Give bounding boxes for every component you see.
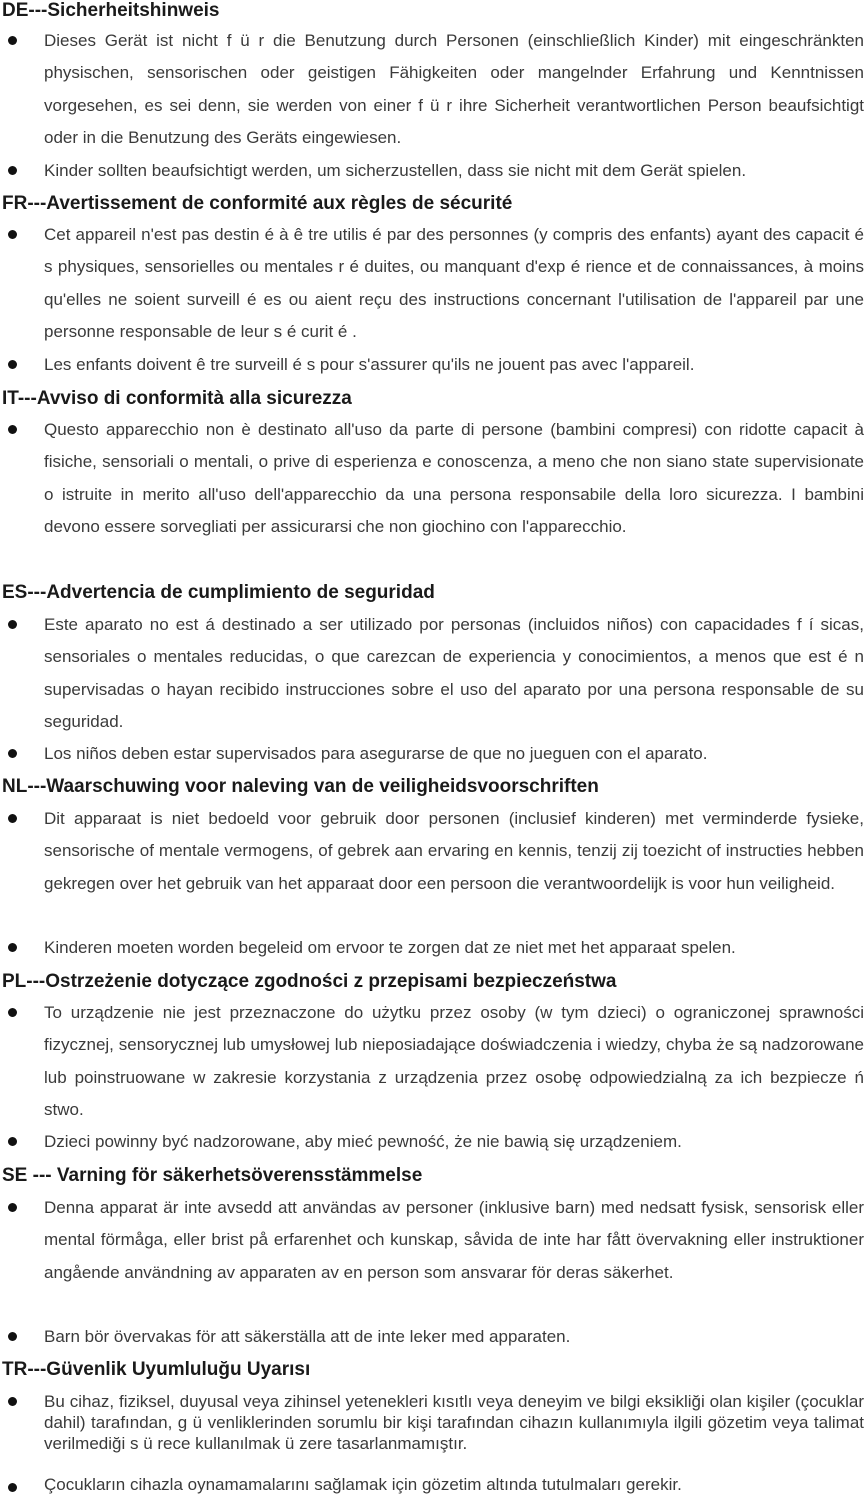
section-heading-fr: FR---Avertissement de conformité aux règles de sécurité xyxy=(2,193,513,214)
section-heading-de: DE---Sicherheitshinweis xyxy=(2,0,220,21)
section-heading-nl: NL---Waarschuwing voor naleving van de veiligheidsvoorschriften xyxy=(2,776,599,797)
paragraph-tr-1: Bu cihaz, fiziksel, duyusal veya zihinsel yetenekleri kısıtlı veya deneyim ve bilgi eksikliği olan kişiler (çocuklar dahil) tarafından, g ü venliklerinden sorumlu bir kişi tarafından cihazın kullanımıyla ilgili gözetim veya talimat verilmediği s ü rece kullanılmak ü zere tasarlanmamıştır. xyxy=(44,1392,864,1453)
paragraph-tr-2: Çocukların cihazla oynamamalarını sağlamak için gözetim altında tutulmaları gerekir. xyxy=(44,1475,682,1494)
section-heading-it: IT---Avviso di conformità alla sicurezza xyxy=(2,388,352,409)
bullet-icon xyxy=(8,1008,17,1017)
bullet-icon xyxy=(8,166,17,175)
paragraph-it-1: Questo apparecchio non è destinato all'uso da parte di persone (bambini compresi) con ridotte capacit à fisiche, sensoriali o mentali, o prive di esperienza e conoscenza, a meno che non siano state supervisionate o istruite in merito all'uso dell'apparecchio da una persona responsabile della loro sicurezza. I bambini devono essere sorvegliati per assicurarsi che non giochino con l'apparecchio. xyxy=(44,420,864,537)
paragraph-se-2: Barn bör övervakas för att säkerställa att de inte leker med apparaten. xyxy=(44,1327,571,1346)
bullet-icon xyxy=(8,1397,17,1406)
paragraph-de-2: Kinder sollten beaufsichtigt werden, um sicherzustellen, dass sie nicht mit dem Gerät spielen. xyxy=(44,161,747,180)
section-heading-es: ES---Advertencia de cumplimiento de seguridad xyxy=(2,582,435,603)
bullet-icon xyxy=(8,620,17,629)
paragraph-es-1: Este aparato no est á destinado a ser utilizado por personas (incluidos niños) con capacidades f í sicas, sensoriales o mentales reducidas, o que carezcan de experiencia y conocimientos, a menos que est é n supervisadas o hayan recibido instrucciones sobre el uso del aparato por una persona responsable de su seguridad. xyxy=(44,615,864,732)
paragraph-se-1: Denna apparat är inte avsedd att användas av personer (inklusive barn) med nedsatt fysisk, sensorisk eller mental förmåga, eller brist på erfarenhet och kunskap, såvida de inte har fått övervakning eller instruktioner angående användning av apparaten av en person som ansvarar för deras säkerhet. xyxy=(44,1198,864,1282)
bullet-icon xyxy=(8,1332,17,1341)
paragraph-fr-2: Les enfants doivent ê tre surveill é s pour s'assurer qu'ils ne jouent pas avec l'appareil. xyxy=(44,355,695,374)
paragraph-nl-1: Dit apparaat is niet bedoeld voor gebruik door personen (inclusief kinderen) met verminderde fysieke, sensorische of mentale vermogens, of gebrek aan ervaring en kennis, tenzij zij toezicht of instructies hebben gekregen over het gebruik van het apparaat door een persoon die verantwoordelijk is voor hun veiligheid. xyxy=(44,809,864,893)
section-heading-pl: PL---Ostrzeżenie dotyczące zgodności z przepisami bezpieczeństwa xyxy=(2,971,617,992)
bullet-icon xyxy=(8,360,17,369)
paragraph-de-1: Dieses Gerät ist nicht f ü r die Benutzung durch Personen (einschließlich Kinder) mit eingeschränkten physischen, sensorischen oder geistigen Fähigkeiten oder mangelnder Erfahrung und Kenntnissen vorgesehen, es sei denn, sie werden von einer f ü r ihre Sicherheit verantwortlichen Person beaufsichtigt oder in die Benutzung des Geräts eingewiesen. xyxy=(44,31,864,148)
paragraph-pl-2: Dzieci powinny być nadzorowane, aby mieć pewność, że nie bawią się urządzeniem. xyxy=(44,1132,682,1151)
bullet-icon xyxy=(8,36,17,45)
section-heading-se: SE --- Varning för säkerhetsöverensstämmelse xyxy=(2,1165,423,1186)
bullet-icon xyxy=(8,814,17,823)
bullet-icon xyxy=(8,230,17,239)
bullet-icon xyxy=(8,1203,17,1212)
bullet-icon xyxy=(8,943,17,952)
bullet-icon xyxy=(8,1137,17,1146)
bullet-icon xyxy=(8,749,17,758)
bullet-icon xyxy=(8,1483,17,1492)
paragraph-es-2: Los niños deben estar supervisados para asegurarse de que no jueguen con el aparato. xyxy=(44,744,708,763)
bullet-icon xyxy=(8,425,17,434)
paragraph-fr-1: Cet appareil n'est pas destin é à ê tre utilis é par des personnes (y compris des enfants) ayant des capacit é s physiques, sensorielles ou mentales r é duites, ou manquant d'exp é rience et de connaissances, à moins qu'elles ne soient surveill é es ou aient reçu des instructions concernant l'utilisation de l'appareil par une personne responsable de leur s é curit é . xyxy=(44,225,864,342)
paragraph-nl-2: Kinderen moeten worden begeleid om ervoor te zorgen dat ze niet met het apparaat spelen. xyxy=(44,938,736,957)
section-heading-tr: TR---Güvenlik Uyumluluğu Uyarısı xyxy=(2,1359,311,1380)
paragraph-pl-1: To urządzenie nie jest przeznaczone do użytku przez osoby (w tym dzieci) o ograniczonej sprawności fizycznej, sensorycznej lub umysłowej lub nieposiadające doświadczenia i wiedzy, chyba że są nadzorowane lub poinstruowane w zakresie korzystania z urządzenia przez osobę odpowiedzialną za ich bezpiecze ń stwo. xyxy=(44,1003,864,1120)
